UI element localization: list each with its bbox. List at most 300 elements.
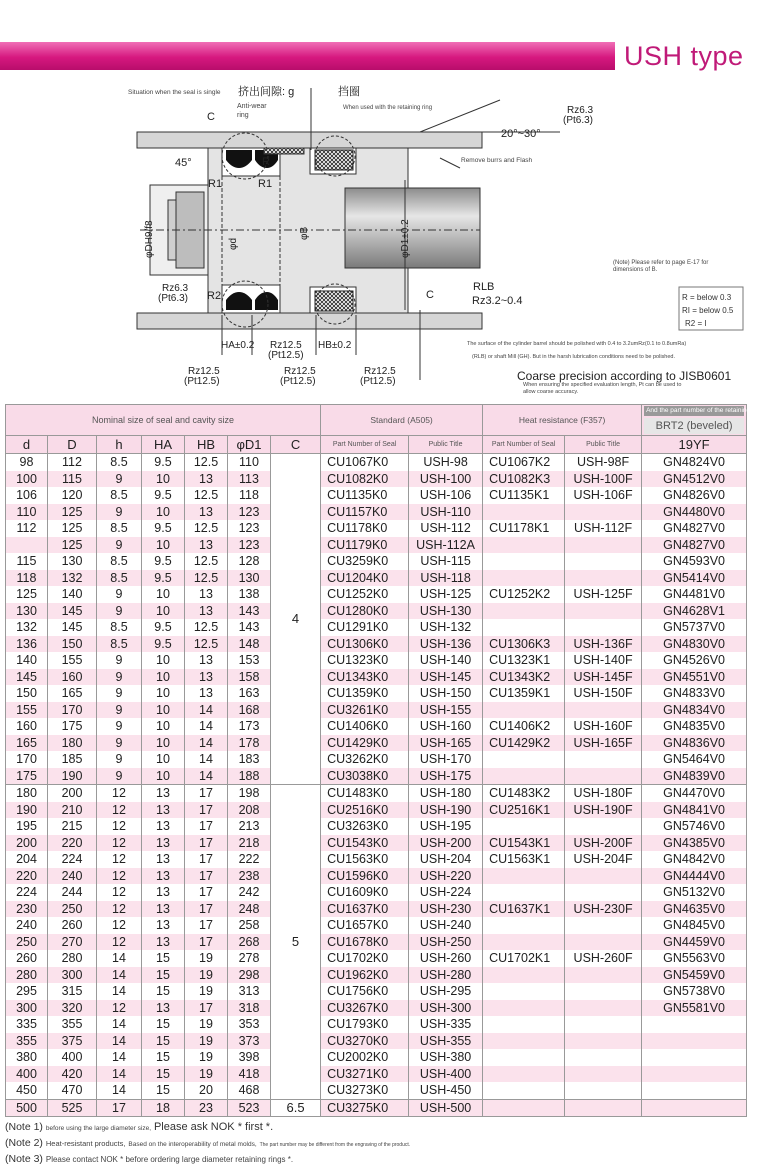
cell-HA: 15 — [142, 1016, 185, 1033]
cell-HB: 19 — [185, 1066, 228, 1083]
diagram-dh: φDH9/f8 — [144, 220, 155, 258]
cell-HA: 15 — [142, 1066, 185, 1083]
cell-d: 106 — [6, 487, 48, 504]
cell-heat-part: CU2516K1 — [483, 802, 565, 819]
cell-HB: 13 — [185, 685, 228, 702]
diagram-coarse: Coarse precision according to JISB0601 — [517, 369, 732, 383]
diagram-angle45: 45° — [175, 157, 192, 169]
cell-ring: GN4481V0 — [642, 586, 747, 603]
table-row — [6, 636, 747, 653]
cell-heat-title — [565, 1049, 642, 1066]
cell-D1: 158 — [228, 669, 271, 686]
diagram-gap: 挤出间隙: g — [238, 86, 295, 98]
cell-HA: 9.5 — [142, 487, 185, 504]
cell-HA: 9.5 — [142, 636, 185, 653]
cell-heat-title: USH-136F — [565, 636, 642, 653]
cell-d: 295 — [6, 983, 48, 1000]
cell-heat-title: USH-230F — [565, 901, 642, 918]
cell-d: 140 — [6, 652, 48, 669]
table-row — [6, 471, 747, 488]
cell-d: 280 — [6, 967, 48, 984]
cell-heat-part: CU1067K2 — [483, 454, 565, 471]
col-D: D — [48, 436, 97, 454]
cell-HB: 12.5 — [185, 520, 228, 537]
cell-std-part: CU1204K0 — [321, 570, 409, 587]
diagram-c-top: C — [207, 111, 215, 123]
cell-heat-title — [565, 537, 642, 554]
cell-ring: GN5737V0 — [642, 619, 747, 636]
cell-ring: GN5459V0 — [642, 967, 747, 984]
cell-ring: GN4827V0 — [642, 537, 747, 554]
cell-d: 380 — [6, 1049, 48, 1066]
cell-heat-title — [565, 1033, 642, 1050]
cell-heat-title — [565, 751, 642, 768]
diagram-situation: Situation when the seal is single — [128, 89, 221, 96]
cell-D: 215 — [48, 818, 97, 835]
cell-ring — [642, 1049, 747, 1066]
note-3-text: Please contact NOK * before ordering large diameter retaining rings *. — [45, 1155, 294, 1164]
table-row — [6, 718, 747, 735]
cell-h: 12 — [97, 917, 142, 934]
col-D1: φD1 — [228, 436, 271, 454]
cell-HB: 14 — [185, 768, 228, 785]
cell-std-part: CU3267K0 — [321, 1000, 409, 1017]
cell-std-part: CU1756K0 — [321, 983, 409, 1000]
cell-heat-part — [483, 537, 565, 554]
cell-D1: 313 — [228, 983, 271, 1000]
cell-std-title: USH-136 — [409, 636, 483, 653]
cell-d: 136 — [6, 636, 48, 653]
cell-h: 14 — [97, 1082, 142, 1099]
cell-d: 220 — [6, 868, 48, 885]
diagram-pt125-a: (Pt12.5) — [184, 376, 220, 387]
cell-std-title: USH-106 — [409, 487, 483, 504]
cell-std-part: CU1280K0 — [321, 603, 409, 620]
cell-d: 195 — [6, 818, 48, 835]
cell-HB: 13 — [185, 669, 228, 686]
cell-std-part: CU1306K0 — [321, 636, 409, 653]
cell-heat-part: CU1406K2 — [483, 718, 565, 735]
cell-h: 12 — [97, 818, 142, 835]
diagram-dd: φd — [228, 237, 239, 250]
cell-D: 170 — [48, 702, 97, 719]
col-HB: HB — [185, 436, 228, 454]
cell-D1: 258 — [228, 917, 271, 934]
diagram-pt63-a: (Pt6.3) — [563, 115, 594, 126]
cell-std-title: USH-112A — [409, 537, 483, 554]
cell-std-part: CU1609K0 — [321, 884, 409, 901]
cell-std-part: CU3261K0 — [321, 702, 409, 719]
cell-h: 14 — [97, 967, 142, 984]
cell-h: 12 — [97, 901, 142, 918]
cell-d: 115 — [6, 553, 48, 570]
cell-ring: GN5738V0 — [642, 983, 747, 1000]
cell-d: 180 — [6, 785, 48, 802]
cell-std-title: USH-400 — [409, 1066, 483, 1083]
cell-heat-title: USH-204F — [565, 851, 642, 868]
cell-std-title: USH-100 — [409, 471, 483, 488]
cell-HA: 13 — [142, 934, 185, 951]
diagram-r2-val: R2 = I — [685, 319, 707, 328]
cell-heat-part: CU1178K1 — [483, 520, 565, 537]
cell-HB: 17 — [185, 884, 228, 901]
cell-d: 224 — [6, 884, 48, 901]
spec-table-body — [6, 454, 747, 1117]
cell-h: 12 — [97, 851, 142, 868]
spec-table — [5, 404, 763, 1117]
cell-HA: 13 — [142, 835, 185, 852]
cell-std-title: USH-220 — [409, 868, 483, 885]
cell-D1: 183 — [228, 751, 271, 768]
cell-heat-title: USH-106F — [565, 487, 642, 504]
cell-HB: 17 — [185, 901, 228, 918]
cell-heat-part: CU1563K1 — [483, 851, 565, 868]
cell-std-part: CU3263K0 — [321, 818, 409, 835]
table-row — [6, 1033, 747, 1050]
cell-heat-part — [483, 553, 565, 570]
cell-HA: 9.5 — [142, 454, 185, 471]
col-std-title: Public Title — [409, 436, 483, 454]
table-row — [6, 702, 747, 719]
cell-HB: 13 — [185, 504, 228, 521]
cell-D1: 153 — [228, 652, 271, 669]
cell-D1: 468 — [228, 1082, 271, 1099]
cell-HB: 14 — [185, 718, 228, 735]
cell-heat-title: USH-165F — [565, 735, 642, 752]
cell-h: 9 — [97, 471, 142, 488]
cell-D: 175 — [48, 718, 97, 735]
cell-heat-title — [565, 553, 642, 570]
cell-std-title: USH-335 — [409, 1016, 483, 1033]
cell-h: 8.5 — [97, 619, 142, 636]
cell-D: 160 — [48, 669, 97, 686]
cell-HB: 17 — [185, 868, 228, 885]
cell-HA: 10 — [142, 702, 185, 719]
cell-D1: 173 — [228, 718, 271, 735]
cell-d: 150 — [6, 685, 48, 702]
cell-D1: 278 — [228, 950, 271, 967]
cell-ring: GN5746V0 — [642, 818, 747, 835]
cell-std-part: CU1157K0 — [321, 504, 409, 521]
cell-d: 190 — [6, 802, 48, 819]
cell-HA: 10 — [142, 669, 185, 686]
diagram-r1-a: R1 — [208, 178, 223, 190]
cell-D: 400 — [48, 1049, 97, 1066]
cell-ring: GN4551V0 — [642, 669, 747, 686]
cell-HA: 10 — [142, 685, 185, 702]
cell-h: 9 — [97, 702, 142, 719]
cell-HA: 15 — [142, 950, 185, 967]
cell-HA: 10 — [142, 751, 185, 768]
diagram-coarse2: When ensuring the specified evaluation length, Pt can be used to — [523, 382, 682, 388]
cell-D: 300 — [48, 967, 97, 984]
header-banner — [0, 40, 750, 72]
header-standard: Standard (A505) — [321, 405, 483, 436]
cell-std-title: USH-355 — [409, 1033, 483, 1050]
cell-HA: 13 — [142, 884, 185, 901]
cell-D: 130 — [48, 553, 97, 570]
cell-heat-part — [483, 603, 565, 620]
note-1-text: Please ask NOK * first *. — [153, 1121, 274, 1133]
cell-std-part: CU1657K0 — [321, 917, 409, 934]
cell-HB: 14 — [185, 702, 228, 719]
cell-h: 8.5 — [97, 520, 142, 537]
cell-d: 165 — [6, 735, 48, 752]
diagram-ha: HA±0.2 — [221, 340, 255, 351]
cell-std-part: CU3275K0 — [321, 1099, 409, 1117]
cell-D: 145 — [48, 619, 97, 636]
cell-ring: GN4593V0 — [642, 553, 747, 570]
col-C: C — [271, 436, 321, 454]
cell-std-title: USH-300 — [409, 1000, 483, 1017]
cell-heat-part — [483, 818, 565, 835]
cell-HB: 12.5 — [185, 570, 228, 587]
cell-std-title: USH-190 — [409, 802, 483, 819]
cell-ring: GN4830V0 — [642, 636, 747, 653]
cell-HB: 20 — [185, 1082, 228, 1099]
cell-std-title: USH-230 — [409, 901, 483, 918]
cell-h: 9 — [97, 504, 142, 521]
cell-d: 98 — [6, 454, 48, 471]
cell-HB: 23 — [185, 1099, 228, 1117]
cell-std-title: USH-260 — [409, 950, 483, 967]
cell-d — [6, 537, 48, 554]
cell-std-part: CU3259K0 — [321, 553, 409, 570]
cell-std-title: USH-200 — [409, 835, 483, 852]
cell-std-part: CU1483K0 — [321, 785, 409, 802]
cell-std-part: CU1637K0 — [321, 901, 409, 918]
cell-std-title: USH-118 — [409, 570, 483, 587]
cell-std-part: CU2516K0 — [321, 802, 409, 819]
cell-h: 14 — [97, 950, 142, 967]
cell-HA: 15 — [142, 1082, 185, 1099]
cell-h: 8.5 — [97, 570, 142, 587]
cell-D1: 143 — [228, 619, 271, 636]
cell-D: 240 — [48, 868, 97, 885]
table-row — [6, 652, 747, 669]
cell-heat-part — [483, 983, 565, 1000]
cell-h: 8.5 — [97, 636, 142, 653]
cell-std-title: USH-175 — [409, 768, 483, 785]
cell-ring: GN4841V0 — [642, 802, 747, 819]
cell-h: 9 — [97, 537, 142, 554]
cell-D1: 163 — [228, 685, 271, 702]
cell-ring: GN4836V0 — [642, 735, 747, 752]
cell-D: 210 — [48, 802, 97, 819]
cell-std-title: USH-380 — [409, 1049, 483, 1066]
cell-D1: 130 — [228, 570, 271, 587]
cell-h: 12 — [97, 785, 142, 802]
cell-D: 190 — [48, 768, 97, 785]
cell-ring: GN4826V0 — [642, 487, 747, 504]
diagram-rz63-b: Rz6.3 — [162, 283, 189, 294]
cell-heat-title: USH-190F — [565, 802, 642, 819]
cell-std-title: USH-98 — [409, 454, 483, 471]
cell-heat-title — [565, 983, 642, 1000]
cell-ring — [642, 1099, 747, 1117]
cell-D: 125 — [48, 520, 97, 537]
cell-D: 320 — [48, 1000, 97, 1017]
cell-std-title: USH-132 — [409, 619, 483, 636]
diagram-rz125-a: Rz12.5 — [188, 366, 220, 377]
cell-heat-title: USH-140F — [565, 652, 642, 669]
cell-heat-part: CU1637K1 — [483, 901, 565, 918]
cell-HB: 13 — [185, 471, 228, 488]
table-row — [6, 553, 747, 570]
header-heat: Heat resistance (F357) — [483, 405, 642, 436]
cell-heat-title: USH-160F — [565, 718, 642, 735]
cell-HA: 15 — [142, 1049, 185, 1066]
table-row — [6, 735, 747, 752]
cell-h: 14 — [97, 1033, 142, 1050]
cell-std-part: CU1323K0 — [321, 652, 409, 669]
diagram-coarse3: allow coarse accuracy. — [523, 389, 579, 395]
diagram-retaining-note: When used with the retaining ring — [343, 105, 433, 111]
cell-std-title: USH-112 — [409, 520, 483, 537]
cell-heat-title — [565, 884, 642, 901]
cell-HB: 17 — [185, 835, 228, 852]
cell-HB: 13 — [185, 537, 228, 554]
cell-D: 250 — [48, 901, 97, 918]
cell-D1: 523 — [228, 1099, 271, 1117]
cell-heat-part: CU1543K1 — [483, 835, 565, 852]
cell-heat-title — [565, 1000, 642, 1017]
cell-std-part: CU1291K0 — [321, 619, 409, 636]
table-row — [6, 537, 747, 554]
cell-heat-title — [565, 619, 642, 636]
cell-HA: 10 — [142, 471, 185, 488]
diagram-rz63-a: Rz6.3 — [567, 105, 594, 116]
cell-std-title: USH-150 — [409, 685, 483, 702]
diagram-rlb: RLB — [473, 281, 495, 293]
cell-d: 250 — [6, 934, 48, 951]
note-1-label: (Note 1) — [5, 1121, 43, 1133]
cell-ring: GN4834V0 — [642, 702, 747, 719]
cell-D1: 213 — [228, 818, 271, 835]
cell-C: 6.5 — [271, 1099, 321, 1117]
col-ring: 19YF — [642, 436, 747, 454]
cell-heat-part — [483, 1099, 565, 1117]
cell-heat-part — [483, 1066, 565, 1083]
cell-d: 335 — [6, 1016, 48, 1033]
cell-ring: GN5414V0 — [642, 570, 747, 587]
cell-D: 270 — [48, 934, 97, 951]
cell-HA: 13 — [142, 802, 185, 819]
cell-HB: 19 — [185, 1049, 228, 1066]
header-nominal: Nominal size of seal and cavity size — [6, 405, 321, 436]
cell-std-title: USH-450 — [409, 1082, 483, 1099]
cell-ring: GN4512V0 — [642, 471, 747, 488]
cell-h: 12 — [97, 868, 142, 885]
cell-heat-title — [565, 934, 642, 951]
cell-D1: 208 — [228, 802, 271, 819]
cell-D1: 353 — [228, 1016, 271, 1033]
cell-ring: GN4444V0 — [642, 868, 747, 885]
col-h: h — [97, 436, 142, 454]
cell-heat-part: CU1483K2 — [483, 785, 565, 802]
diagram-db: φB — [299, 226, 310, 240]
cell-std-part: CU3262K0 — [321, 751, 409, 768]
cell-d: 240 — [6, 917, 48, 934]
diagram-burrs: Remove burrs and Flash — [461, 157, 533, 164]
cell-D1: 198 — [228, 785, 271, 802]
cell-std-part: CU1596K0 — [321, 868, 409, 885]
cell-HB: 19 — [185, 1033, 228, 1050]
cell-d: 145 — [6, 669, 48, 686]
diagram-surface2: (RLB) or shaft Mill (GH). But in the harsh lubrication conditions need to be polished. — [472, 354, 675, 360]
diagram-hb: HB±0.2 — [318, 340, 352, 351]
cell-HA: 10 — [142, 652, 185, 669]
cell-heat-title: USH-98F — [565, 454, 642, 471]
cell-ring: GN4628V1 — [642, 603, 747, 620]
cell-HA: 13 — [142, 1000, 185, 1017]
cell-heat-part — [483, 702, 565, 719]
note-3-label: (Note 3) — [5, 1153, 43, 1165]
cell-std-part: CU3038K0 — [321, 768, 409, 785]
cell-h: 9 — [97, 735, 142, 752]
cell-h: 12 — [97, 934, 142, 951]
cell-HA: 13 — [142, 851, 185, 868]
cell-std-title: USH-204 — [409, 851, 483, 868]
diagram-note-b2: dimensions of B. — [613, 267, 658, 273]
note-3 — [5, 1151, 745, 1167]
cell-HB: 12.5 — [185, 454, 228, 471]
cell-D: 470 — [48, 1082, 97, 1099]
cell-D1: 148 — [228, 636, 271, 653]
table-row — [6, 1000, 747, 1017]
header-ring-label: BRT2 (beveled) — [644, 418, 744, 434]
cell-D1: 123 — [228, 504, 271, 521]
cell-h: 14 — [97, 1016, 142, 1033]
cell-heat-title — [565, 504, 642, 521]
table-row — [6, 487, 747, 504]
cell-D: 220 — [48, 835, 97, 852]
cell-std-title: USH-160 — [409, 718, 483, 735]
cell-D: 280 — [48, 950, 97, 967]
cell-ring: GN4833V0 — [642, 685, 747, 702]
cell-ring: GN5464V0 — [642, 751, 747, 768]
cell-std-title: USH-110 — [409, 504, 483, 521]
cell-heat-title — [565, 768, 642, 785]
note-2-label: (Note 2) — [5, 1137, 43, 1149]
cell-std-part: CU1793K0 — [321, 1016, 409, 1033]
cell-std-part: CU1678K0 — [321, 934, 409, 951]
diagram-rz125-top: Rz12.5 — [270, 340, 302, 351]
table-row — [6, 1066, 747, 1083]
col-d: d — [6, 436, 48, 454]
cell-HB: 17 — [185, 851, 228, 868]
cell-D: 125 — [48, 504, 97, 521]
cell-d: 110 — [6, 504, 48, 521]
cell-std-part: CU1406K0 — [321, 718, 409, 735]
cell-HB: 12.5 — [185, 619, 228, 636]
cell-std-title: USH-140 — [409, 652, 483, 669]
cell-heat-title: USH-260F — [565, 950, 642, 967]
cell-D: 244 — [48, 884, 97, 901]
table-row — [6, 520, 747, 537]
cell-HB: 13 — [185, 652, 228, 669]
table-row — [6, 603, 747, 620]
cell-std-title: USH-180 — [409, 785, 483, 802]
cell-heat-title — [565, 702, 642, 719]
cell-std-part: CU1179K0 — [321, 537, 409, 554]
cell-HB: 17 — [185, 802, 228, 819]
table-row — [6, 818, 747, 835]
cell-ring: GN4470V0 — [642, 785, 747, 802]
table-row — [6, 802, 747, 819]
cell-std-part: CU1135K0 — [321, 487, 409, 504]
cell-HB: 12.5 — [185, 553, 228, 570]
